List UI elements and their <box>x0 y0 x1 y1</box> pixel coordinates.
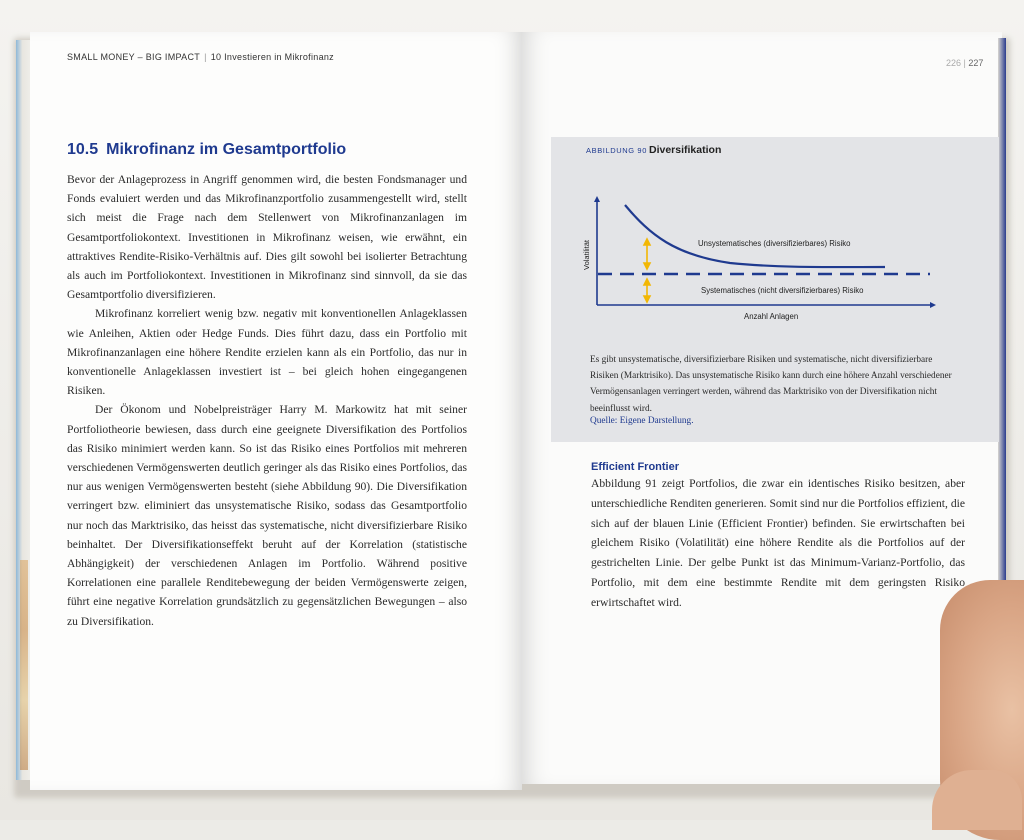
x-axis-arrow <box>930 302 936 308</box>
book-title: SMALL MONEY – BIG IMPACT <box>67 52 201 62</box>
y-axis-arrow <box>594 196 600 202</box>
diversification-chart <box>580 190 940 325</box>
figure-source: Quelle: Eigene Darstellung. <box>590 416 694 426</box>
header-separator: | <box>204 52 207 62</box>
paragraph: Bevor der Anlageprozess in Angriff genommen wird, die besten Fondsmanager und Fonds evaluiert werden und das Mikrofinanzportfolio zusammengestellt wird, stellt sich meist die Frage nach dem Stellenwert von Mikrofinanzanlagen im Gesamtportfoliokontext. Investitionen in Mikrofinanz weisen, wie erwähnt, ein attraktives Rendite-Risiko-Verhältnis auf. Dies gilt sowohl bei isolierter Betrachtung als auch im Portfoliokontext. Investitionen in Mikrofinanz sind sinnvoll, da sie das Gesamtportfolio diversifizieren. <box>67 173 467 302</box>
series-label-systematic: Systematisches (nicht diversifizierbares) Risiko <box>701 286 864 295</box>
page-numbers <box>946 58 983 68</box>
x-axis-label: Anzahl Anlagen <box>744 312 799 321</box>
hand-finger <box>932 770 1022 830</box>
arrow-unsystematic <box>644 239 650 269</box>
page-number-right: 227 <box>968 58 984 68</box>
figure-caption: Es gibt unsystematische, diversifizierbare Risiken und systematische, nicht diversifizierbare Risiken (Marktrisiko). Das unsystematische Risiko kann durch eine höhere Anzahl verschiedener Vermögensanlagen verringert werden, während das Marktrisiko von der Diversifikation nicht beeinflusst wird. <box>590 355 952 414</box>
arrow-systematic <box>644 279 650 302</box>
unsystematic-risk-curve <box>625 205 885 267</box>
paragraph: Der Ökonom und Nobelpreisträger Harry M. Markowitz hat mit seiner Portfoliotheorie bewiesen, dass durch eine geeignete Diversifikation des Portfolios das Risiko minimiert werden kann. So ist das Risiko eines Portfolios mit mehreren verschiedenen Vermögenswerten deutlich geringer als das Risiko eines Portfolios, das nur aus wenigen Vermögenswerten besteht (siehe Abbildung 90). Die Diversifikation verringert bzw. eliminiert das unsystematische Risiko, sodass das Gesamtportfolio nur noch das Marktrisiko, das heisst das systematische, nicht diversifizierbare Risiko beinhaltet. Der Diversifikationseffekt beruht auf der Korrelation (statistische Abhängigkeit) der verschiedenen Anlagen im Portfolio. Während positive Korrelationen eine parallele Renditebewegung der beiden Vermögenswerte zeigen, führt eine negative Korrelation grundsätzlich zu gegensätzlichen Bewegungen – also zu Diversifikation. <box>67 403 467 628</box>
figure-title: Diversifikation <box>649 144 722 156</box>
subheading: Efficient Frontier <box>591 461 680 473</box>
section-number: 10.5 <box>67 141 99 158</box>
section-title: Mikrofinanz im Gesamtportfolio <box>106 141 347 158</box>
page-number-separator: | <box>963 58 969 68</box>
figure-label: ABBILDUNG 90 <box>586 146 647 155</box>
left-body-text <box>67 170 467 631</box>
page-number-left: 226 <box>946 58 962 68</box>
book-page-edges-color <box>20 560 28 770</box>
chapter-title: 10 Investieren in Mikrofinanz <box>210 52 334 62</box>
right-body-text: Abbildung 91 zeigt Portfolios, die zwar ein identisches Risiko besitzen, aber unterschiedliche Renditen generieren. Somit sind nur die Portfolios effizient, die sich auf der blauen Linie (Efficient Frontier) befinden. Sie erwirtschaften bei gleichem Risiko (Volatilität) eine höhere Rendite als die Portfolios auf der gestrichelten Linie. Der gelbe Punkt ist das Minimum-Varianz-Portfolio, das Portfolio, mit dem eine bestimmte Rendite mit dem geringsten Risiko erwirtschaftet wird. <box>591 477 965 609</box>
series-label-unsystematic: Unsystematisches (diversifizierbares) Risiko <box>698 239 851 248</box>
running-header <box>67 52 334 62</box>
paragraph: Mikrofinanz korreliert wenig bzw. negativ mit konventionellen Anlageklassen wie Anleihen, Aktien oder Hedge Funds. Dies führt dazu, dass ein Portfolio mit Mikrofinanzanlagen eine höhere Rendite erzielen kann als ein Portfolio, das nur in konventionelle Anlageklassen investiert ist – bei gleich hohen eingegangenen Risiken. <box>67 307 467 398</box>
y-axis-label: Volatilität <box>582 239 591 270</box>
section-heading <box>67 141 346 159</box>
